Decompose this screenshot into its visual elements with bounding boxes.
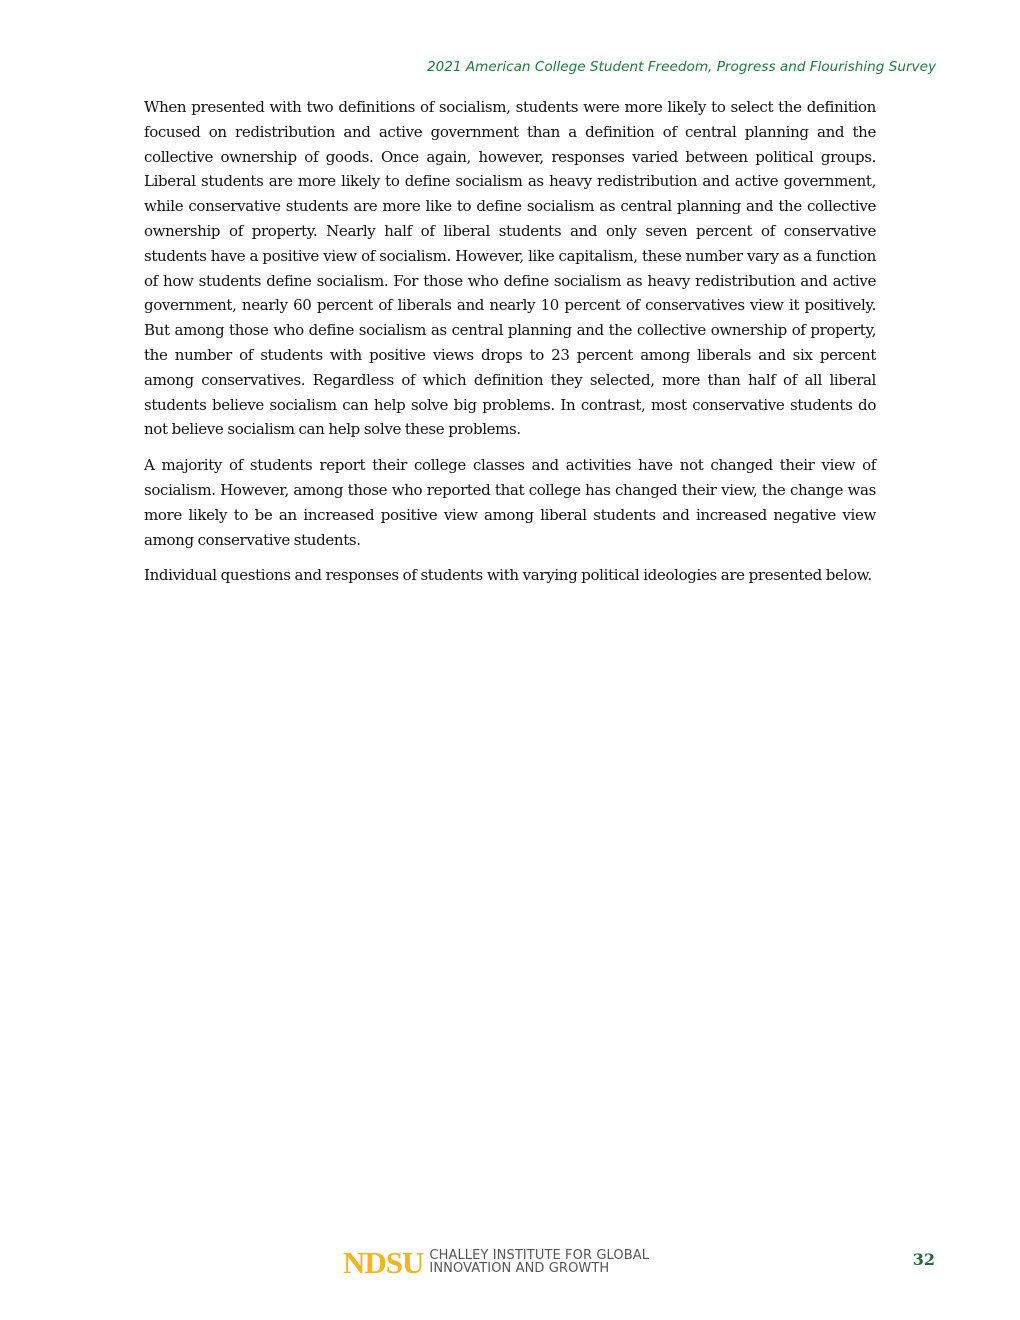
- page-number: 32: [912, 1250, 935, 1269]
- footer-branding: [343, 1246, 649, 1278]
- paragraph-college-impact: A majority of students report their college classes and activities have not changed their view of socialism. However, among those who reported that college has changed their view, the change was more likely to be an increased positive view among liberal students and increased negative view among conservative students.: [144, 456, 876, 549]
- ndsu-logo: NDSU: [343, 1244, 424, 1280]
- paragraph-socialism-definitions: When presented with two definitions of socialism, students were more likely to select the definition focused on redistribution and active government than a definition of central planning and the collective ownership of goods. Once again, however, responses varied between political groups. Liberal students are more likely to define socialism as heavy redistribution and active government, while conservative students are more like to define socialism as central planning and the collective ownership of property. Nearly half of liberal students and only seven percent of conservative students have a positive view of socialism. However, like capitalism, these number vary as a function of how students define socialism. For those who define socialism as heavy redistribution and active government, nearly 60 percent of liberals and nearly 10 percent of conservatives view it positively. But among those who define socialism as central planning and the collective ownership of property, the number of students with positive views drops to 23 percent among liberals and six percent among conservatives. Regardless of which definition they selected, more than half of all liberal students believe socialism can help solve big problems. In contrast, most conservative students do not believe socialism can help solve these problems.: [144, 98, 876, 439]
- body-text: [144, 95, 876, 599]
- institute-line-2: INNOVATION AND GROWTH: [429, 1261, 610, 1276]
- running-header: 2021 American College Student Freedom, Progress and Flourishing Survey: [426, 59, 936, 75]
- institute-line-1: CHALLEY INSTITUTE FOR GLOBAL: [429, 1248, 650, 1263]
- paragraph-individual-questions: Individual questions and responses of students with varying political ideologies are presented below.: [144, 566, 872, 585]
- institute-name: [429, 1249, 649, 1275]
